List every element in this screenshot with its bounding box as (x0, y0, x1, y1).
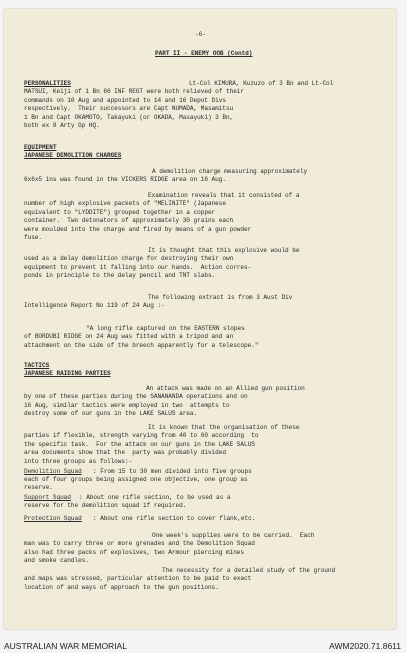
ground-study-para-line-0: The necessity for a detailed study of the ground (162, 567, 336, 574)
part-heading: PART II - ENEMY OOB (Contd) (155, 50, 253, 57)
demolition-para3-line-1: used as a delay demolition charge for destroying their own (24, 255, 234, 263)
personalities-line-4: 1 Bn and Capt OKAMOTO, Takayuki (or OKADA, Masayuki) 3 Bn, (24, 113, 234, 121)
raiding-para2-line-0: It is known that the organisation of these (148, 424, 300, 431)
demolition-squad-line-1: each of four groups being assigned one objective, one group as (24, 476, 248, 483)
demolition-para3-line-0: It is thought that this explosive would be (148, 247, 300, 254)
extract-intro-line-0: The following extract is from 3 Aust Div (148, 294, 293, 301)
supplies-para-line-0: One week's supplies were to be carried. Each (152, 532, 315, 539)
raiding-para1-line-3: destroy some of our guns in the LAKE SALUS area. (24, 410, 198, 418)
support-squad-line-1: reserve for the demolition squad if required. (24, 502, 187, 509)
demolition-para2-line-5: fuse. (24, 234, 43, 241)
raiding-para1-line-1: by one of these parties during the SANANANDA operations and on (24, 393, 248, 401)
ground-study-para-line-1: and maps was stressed, particular attention to be paid to exact (24, 575, 252, 583)
personalities-line-0: Lt-Col KIMURA, Kuzuzo of 3 Bn and Lt-Col (189, 80, 334, 87)
raiding-para2-line-2: the specific task. For the attack on our guns in the LAKE SALUS (24, 440, 255, 448)
personalities-heading: PERSONALITIES (24, 80, 71, 87)
demolition-para2-line-3: container. Two detonators of approximately 30 grains each (24, 217, 234, 225)
demolition-para2-line-4: were moulded into the charge and fired by means of a gun powder (24, 225, 252, 233)
raiding-para2-line-1: parties if flexible, strength varying from 40 to 60 according to (24, 432, 259, 440)
equipment-heading: EQUIPMENT (24, 144, 57, 151)
archive-footer (0, 637, 407, 653)
demolition-squad-label: Demolition Squad (24, 468, 82, 475)
footer-institution: AUSTRALIAN WAR MEMORIAL (4, 641, 127, 651)
document-page (4, 9, 396, 629)
demolition-para1-line-1: 6x6x5 ins was found in the VICKERS RIDGE area on 16 Aug. (24, 176, 226, 184)
supplies-para-line-2: also had three packs of explosives, two Armour piercing mines (24, 548, 245, 556)
raiding-para1-line-2: 16 Aug, similar tactics were employed in two attempts to (24, 401, 230, 409)
extract-quote-line-0: "A long rifle captured on the EASTERN slopes (86, 325, 245, 332)
protection-squad-text: : About one rifle section to cover flank,etc. (93, 515, 256, 522)
demolition-squad-line-2: reserve. (24, 484, 53, 491)
personalities-line-3: respectively. Their successors are Capt NUMADA, Masamitsu (24, 105, 234, 113)
tactics-subheading: JAPANESE RAIDING PARTIES (24, 370, 111, 377)
supplies-para-line-1: man was to carry three or more grenades and the Demolition Squad (24, 540, 255, 548)
extract-quote-line-1: of BORDUBI RIDGE on 24 Aug was fitted with a tripod and an (24, 333, 234, 341)
support-squad-line-0: : About one rifle section, to be used as a (79, 494, 231, 501)
supplies-para-line-3: and smoke candles. (24, 557, 89, 565)
equipment-subheading: JAPANESE DEMOLITION CHARGES (24, 152, 122, 159)
personalities-line-2: commands on 10 Aug and appointed to 14 and 16 Depot Divs (24, 96, 226, 104)
demolition-para3-line-3: ponds in principle to the delay pencil and TNT slabs. (24, 272, 216, 280)
demolition-para3-line-2: equipment to prevent it falling into our hands. Action corres- (24, 263, 252, 271)
demolition-para2-line-0: Examination reveals that it consisted of a (148, 192, 300, 199)
support-squad-label: Support Squad (24, 494, 71, 501)
demolition-para2-line-2: equivalent to "LYDDITE") grouped together in a copper (24, 208, 216, 216)
page-number: -6- (195, 31, 206, 38)
footer-accession-number: AWM2020.71.8611 (329, 641, 401, 651)
raiding-para2-line-4: into three groups as follows:- (24, 457, 133, 465)
raiding-para2-line-3: area documents show that the party was probably divided (24, 449, 226, 457)
ground-study-para-line-2: location of and ways of approach to the gun positions. (24, 583, 219, 591)
extract-quote-line-2: attachment on the side of the breech apparently for a telescope." (24, 341, 259, 349)
tactics-heading: TACTICS (24, 362, 50, 369)
extract-intro-line-1: Intelligence Report No 119 of 24 Aug :- (24, 302, 165, 310)
raiding-para1-line-0: An attack was made on an Allied gun position (146, 385, 305, 392)
personalities-line-5: both ex 8 Arty Gp HQ. (24, 122, 100, 129)
personalities-line-1: MATSUI, Keiji of 1 Bn 66 INF REGT were both relieved of their (24, 88, 245, 96)
demolition-para1-line-0: A demolition charge measuring approximately (152, 168, 308, 175)
protection-squad-label: Protection Squad (24, 515, 82, 522)
demolition-para2-line-1: number of high explosive packets of "MELINITE" (Japanese (24, 200, 226, 208)
demolition-squad-line-0: : From 15 to 30 men divided into five groups (93, 468, 252, 475)
